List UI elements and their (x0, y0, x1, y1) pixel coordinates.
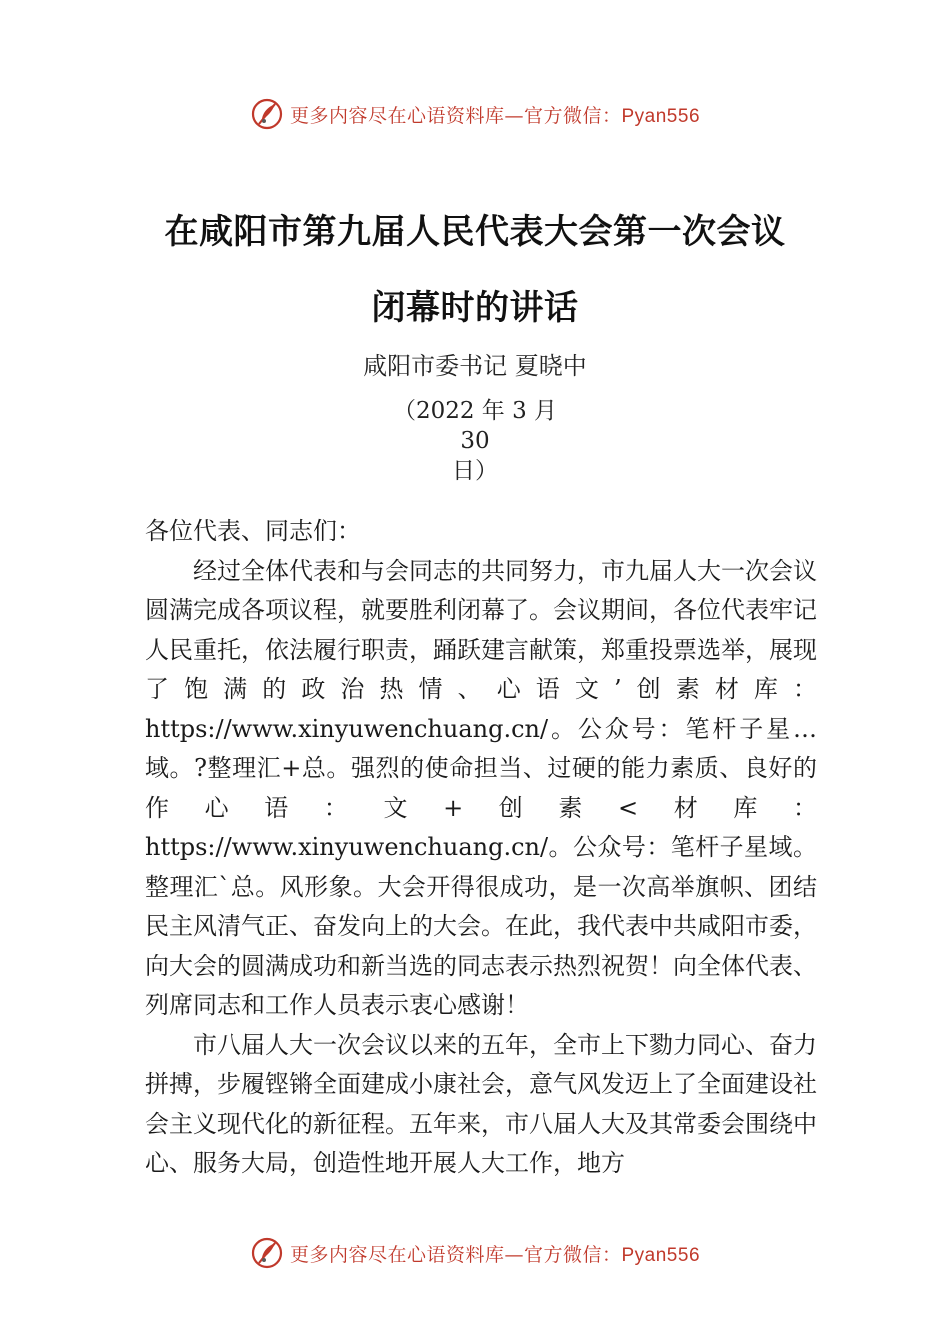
document-title-line-1: 在咸阳市第九届人民代表大会第一次会议 (164, 212, 786, 252)
date-line-2: 日） (452, 458, 498, 484)
paragraph-2: 市八届人大一次会议以来的五年，全市上下勠力同心、奋力拼搏，步履铿锵全面建成小康社会，意气风发迈上了全面建设社会主义现代化的新征程。五年来，市八届人大及其常委会围绕中心、服务大局，创造性地开展人大工作，地方 (145, 1030, 817, 1177)
banner-text: 更多内容尽在心语资料库—官方微信：Pyan556 (289, 104, 701, 127)
greeting: 各位代表、同志们： (145, 517, 361, 545)
wechat-account: Pyan556 (621, 105, 701, 127)
footer-watermark-banner (0, 1233, 950, 1273)
feather-pen-icon (250, 1236, 284, 1270)
author-line: 咸阳市委书记 夏晓中 (363, 352, 587, 380)
document-body (145, 512, 817, 1184)
feather-pen-icon (250, 97, 284, 131)
date-line (380, 396, 570, 486)
document-title-line-2: 闭幕时的讲话 (371, 288, 579, 328)
banner-text: 更多内容尽在心语资料库—官方微信：Pyan556 (289, 1243, 701, 1266)
header-watermark-banner (0, 94, 950, 134)
wechat-account: Pyan556 (621, 1244, 701, 1266)
paragraph-1: 经过全体代表和与会同志的共同努力，市九届人大一次会议圆满完成各项议程，就要胜利闭幕了。会议期间，各位代表牢记人民重托，依法履行职责，踊跃建言献策，郑重投票选举，展现了饱满的政治热情、心语文’创素材库：https://www.xinyuwenchuang.cn/。公众号：笔杆子星…域。?整理汇+总。强烈的使命担当、过硬的能力素质、良好的作心语：文+创素<材库：https://www.xinyuwenchuang.cn/。公众号：笔杆子星域。整理汇`总。风形象。大会开得很成功，是一次高举旗帜、团结民主风清气正、奋发向上的大会。在此，我代表中共咸阳市委，向大会的圆满成功和新当选的同志表示热烈祝贺！向全体代表、列席同志和工作人员表示衷心感谢！ (145, 556, 817, 1019)
date-line-1: （2022 年 3 月 30 (392, 398, 558, 454)
